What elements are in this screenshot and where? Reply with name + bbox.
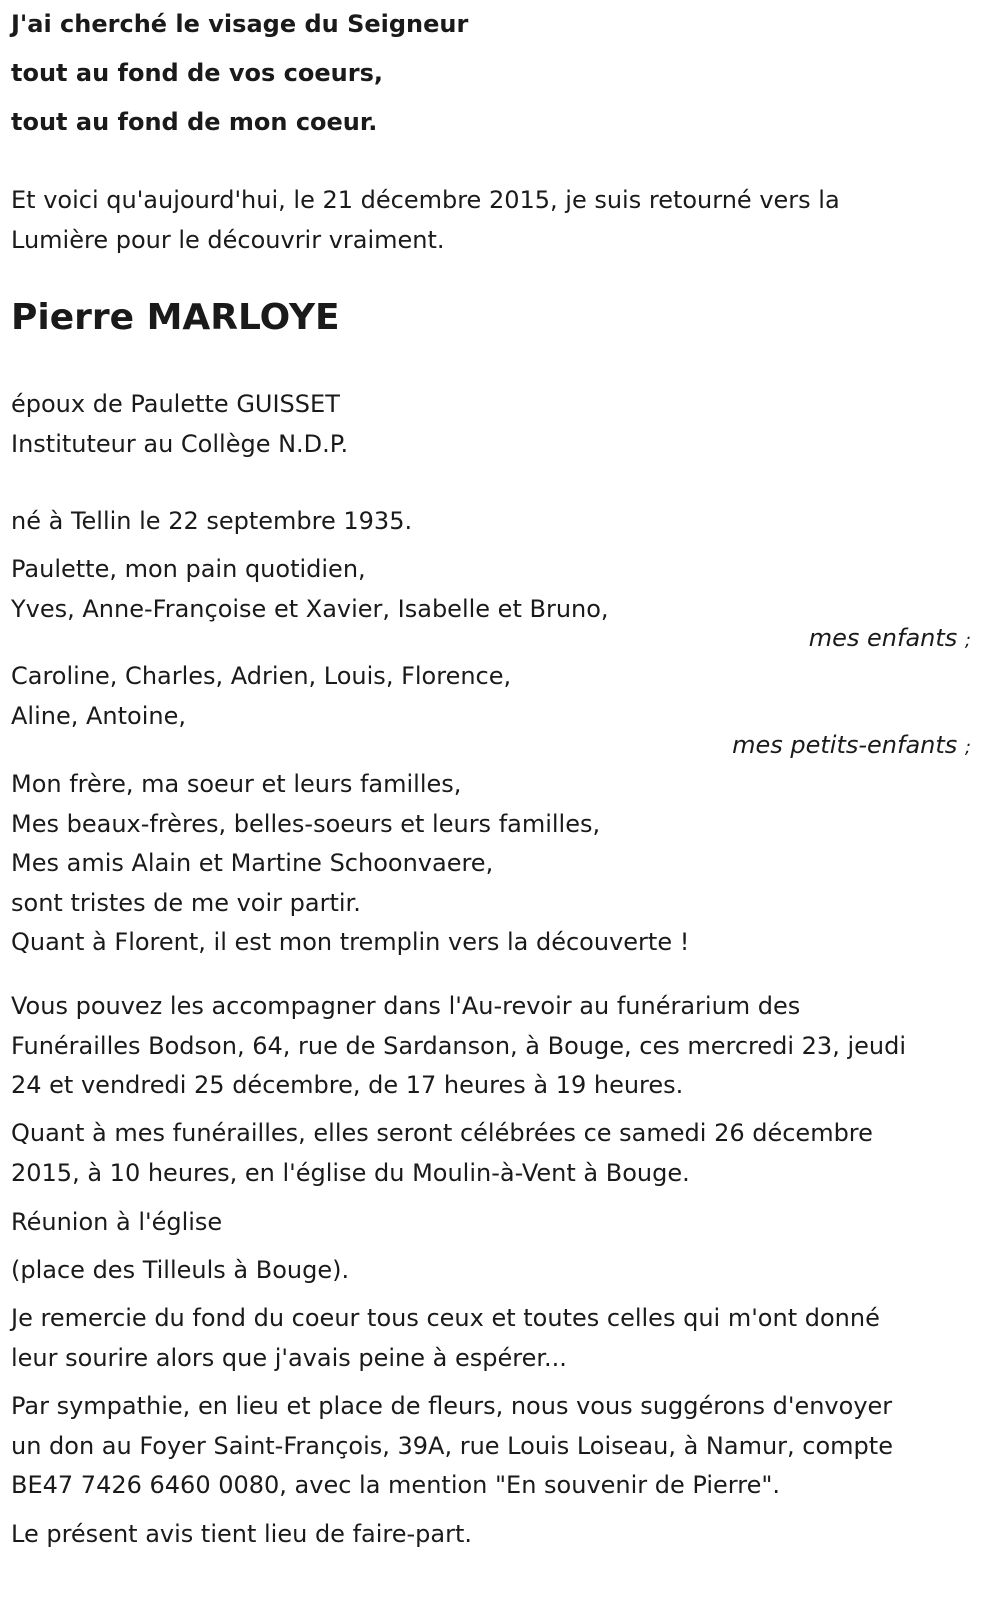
donation-line: BE47 7426 6460 0080, avec la mention "En souvenir de Pierre". <box>11 1471 781 1499</box>
grandchildren-line: Caroline, Charles, Adrien, Louis, Florence, <box>11 662 512 690</box>
visitation-line: Funérailles Bodson, 64, rue de Sardanson, à Bouge, ces mercredi 23, jeudi <box>11 1031 906 1060</box>
family-line: Mes beaux-frères, belles-soeurs et leurs familles, <box>11 809 601 838</box>
grandchildren-line: Aline, Antoine, <box>11 701 186 730</box>
children-line: Yves, Anne-Françoise et Xavier, Isabelle et Bruno, <box>11 594 609 623</box>
funeral-line: 2015, à 10 heures, en l'église du Moulin-à-Vent à Bouge. <box>11 1158 690 1187</box>
closing-line: Le présent avis tient lieu de faire-part. <box>11 1520 473 1548</box>
meeting-place: (place des Tilleuls à Bouge). <box>11 1256 350 1284</box>
family-section <box>11 550 971 963</box>
detail-line: époux de Paulette GUISSET <box>11 390 340 418</box>
verse-line: tout au fond de vos coeurs, <box>11 59 383 87</box>
visitation-line: 24 et vendredi 25 décembre, de 17 heures à 19 heures. <box>11 1071 684 1099</box>
donation-paragraph <box>11 1387 893 1506</box>
visitation-paragraph <box>11 987 906 1106</box>
deceased-details <box>11 385 348 464</box>
family-line: Quant à Florent, il est mon tremplin vers la découverte ! <box>11 928 690 956</box>
thanks-paragraph <box>11 1299 880 1378</box>
deceased-name: Pierre MARLOYE <box>11 297 340 338</box>
verse-line: tout au fond de mon coeur. <box>11 108 378 136</box>
donation-line: Par sympathie, en lieu et place de fleurs, nous vous suggérons d'envoyer <box>11 1392 893 1420</box>
intro-line: Et voici qu'aujourd'hui, le 21 décembre 2015, je suis retourné vers la <box>11 186 840 214</box>
spouse-line: Paulette, mon pain quotidien, <box>11 555 366 583</box>
children-role-label: mes enfants <box>808 624 958 652</box>
opening-verse <box>11 0 468 147</box>
grandchildren-role-label: mes petits-enfants <box>732 731 958 759</box>
family-line: Mes amis Alain et Martine Schoonvaere, <box>11 849 494 877</box>
verse-line: J'ai cherché le visage du Seigneur <box>11 10 469 38</box>
meeting-line: Réunion à l'église <box>11 1208 223 1236</box>
role-separator: ; <box>964 737 971 758</box>
role-separator: ; <box>964 630 971 651</box>
donation-line: un don au Foyer Saint-François, 39A, rue Louis Loiseau, à Namur, compte <box>11 1431 893 1460</box>
visitation-line: Vous pouvez les accompagner dans l'Au-revoir au funérarium des <box>11 992 801 1020</box>
intro-line: Lumière pour le découvrir vraiment. <box>11 225 445 254</box>
family-line: sont tristes de me voir partir. <box>11 888 361 917</box>
funeral-paragraph <box>11 1114 873 1193</box>
detail-line: Instituteur au Collège N.D.P. <box>11 429 349 458</box>
family-line: Mon frère, ma soeur et leurs familles, <box>11 770 462 798</box>
intro-paragraph <box>11 181 840 260</box>
birth-line: né à Tellin le 22 septembre 1935. <box>11 507 413 535</box>
funeral-line: Quant à mes funérailles, elles seront célébrées ce samedi 26 décembre <box>11 1119 873 1147</box>
thanks-line: leur sourire alors que j'avais peine à espérer... <box>11 1343 567 1372</box>
thanks-line: Je remercie du fond du coeur tous ceux et toutes celles qui m'ont donné <box>11 1304 880 1332</box>
